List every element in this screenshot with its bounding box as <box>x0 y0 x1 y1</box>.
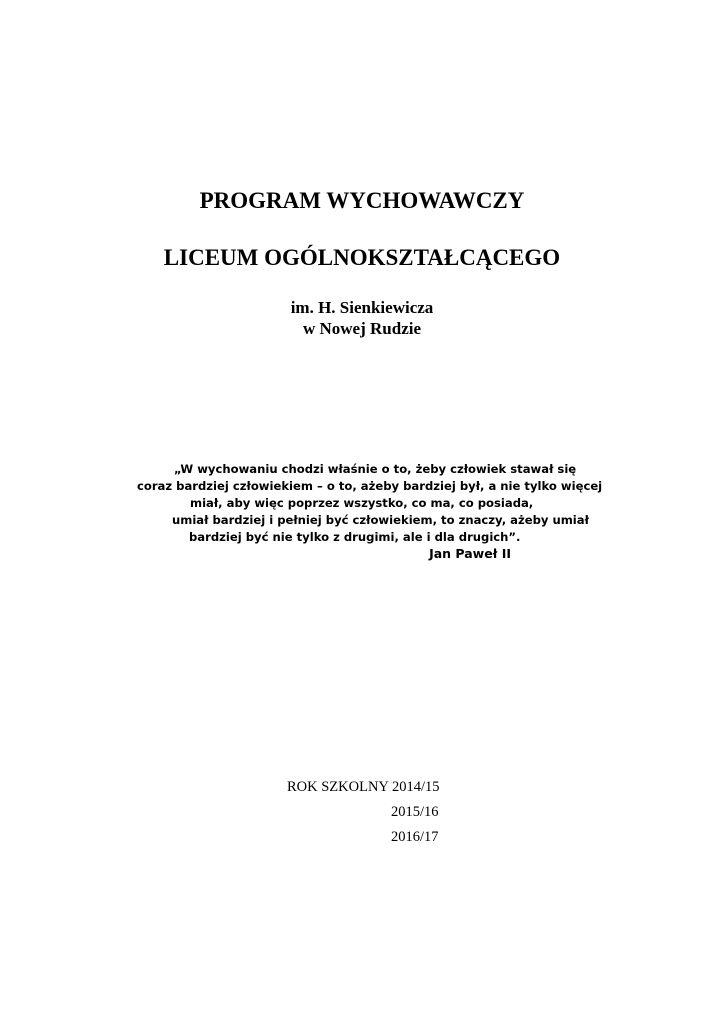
quote-line: miał, aby więc poprzez wszystko, co ma, co posiada, <box>190 496 534 510</box>
quote-line: umiał bardziej i pełniej być człowiekiem, to znaczy, ażeby umiał <box>172 513 589 527</box>
quote-line: coraz bardziej człowiekiem – o to, ażeby bardziej był, a nie tylko więcej <box>137 479 603 493</box>
document-title: PROGRAM WYCHOWAWCZY <box>199 188 525 213</box>
school-location: w Nowej Rudzie <box>302 319 422 338</box>
school-patron: im. H. Sienkiewicza <box>290 298 434 317</box>
quote-line: bardziej być nie tylko z drugimi, ale i dla drugich”. <box>189 530 521 544</box>
school-year-3: 2016/17 <box>391 829 439 845</box>
school-name: LICEUM OGÓLNOKSZTAŁCĄCEGO <box>163 245 561 270</box>
school-year-2: 2015/16 <box>391 804 439 820</box>
school-year-label: ROK SZKOLNY 2014/15 <box>287 779 440 795</box>
quote-author: Jan Paweł II <box>429 546 511 561</box>
quote-line: „W wychowaniu chodzi właśnie o to, żeby człowiek stawał się <box>174 462 577 476</box>
